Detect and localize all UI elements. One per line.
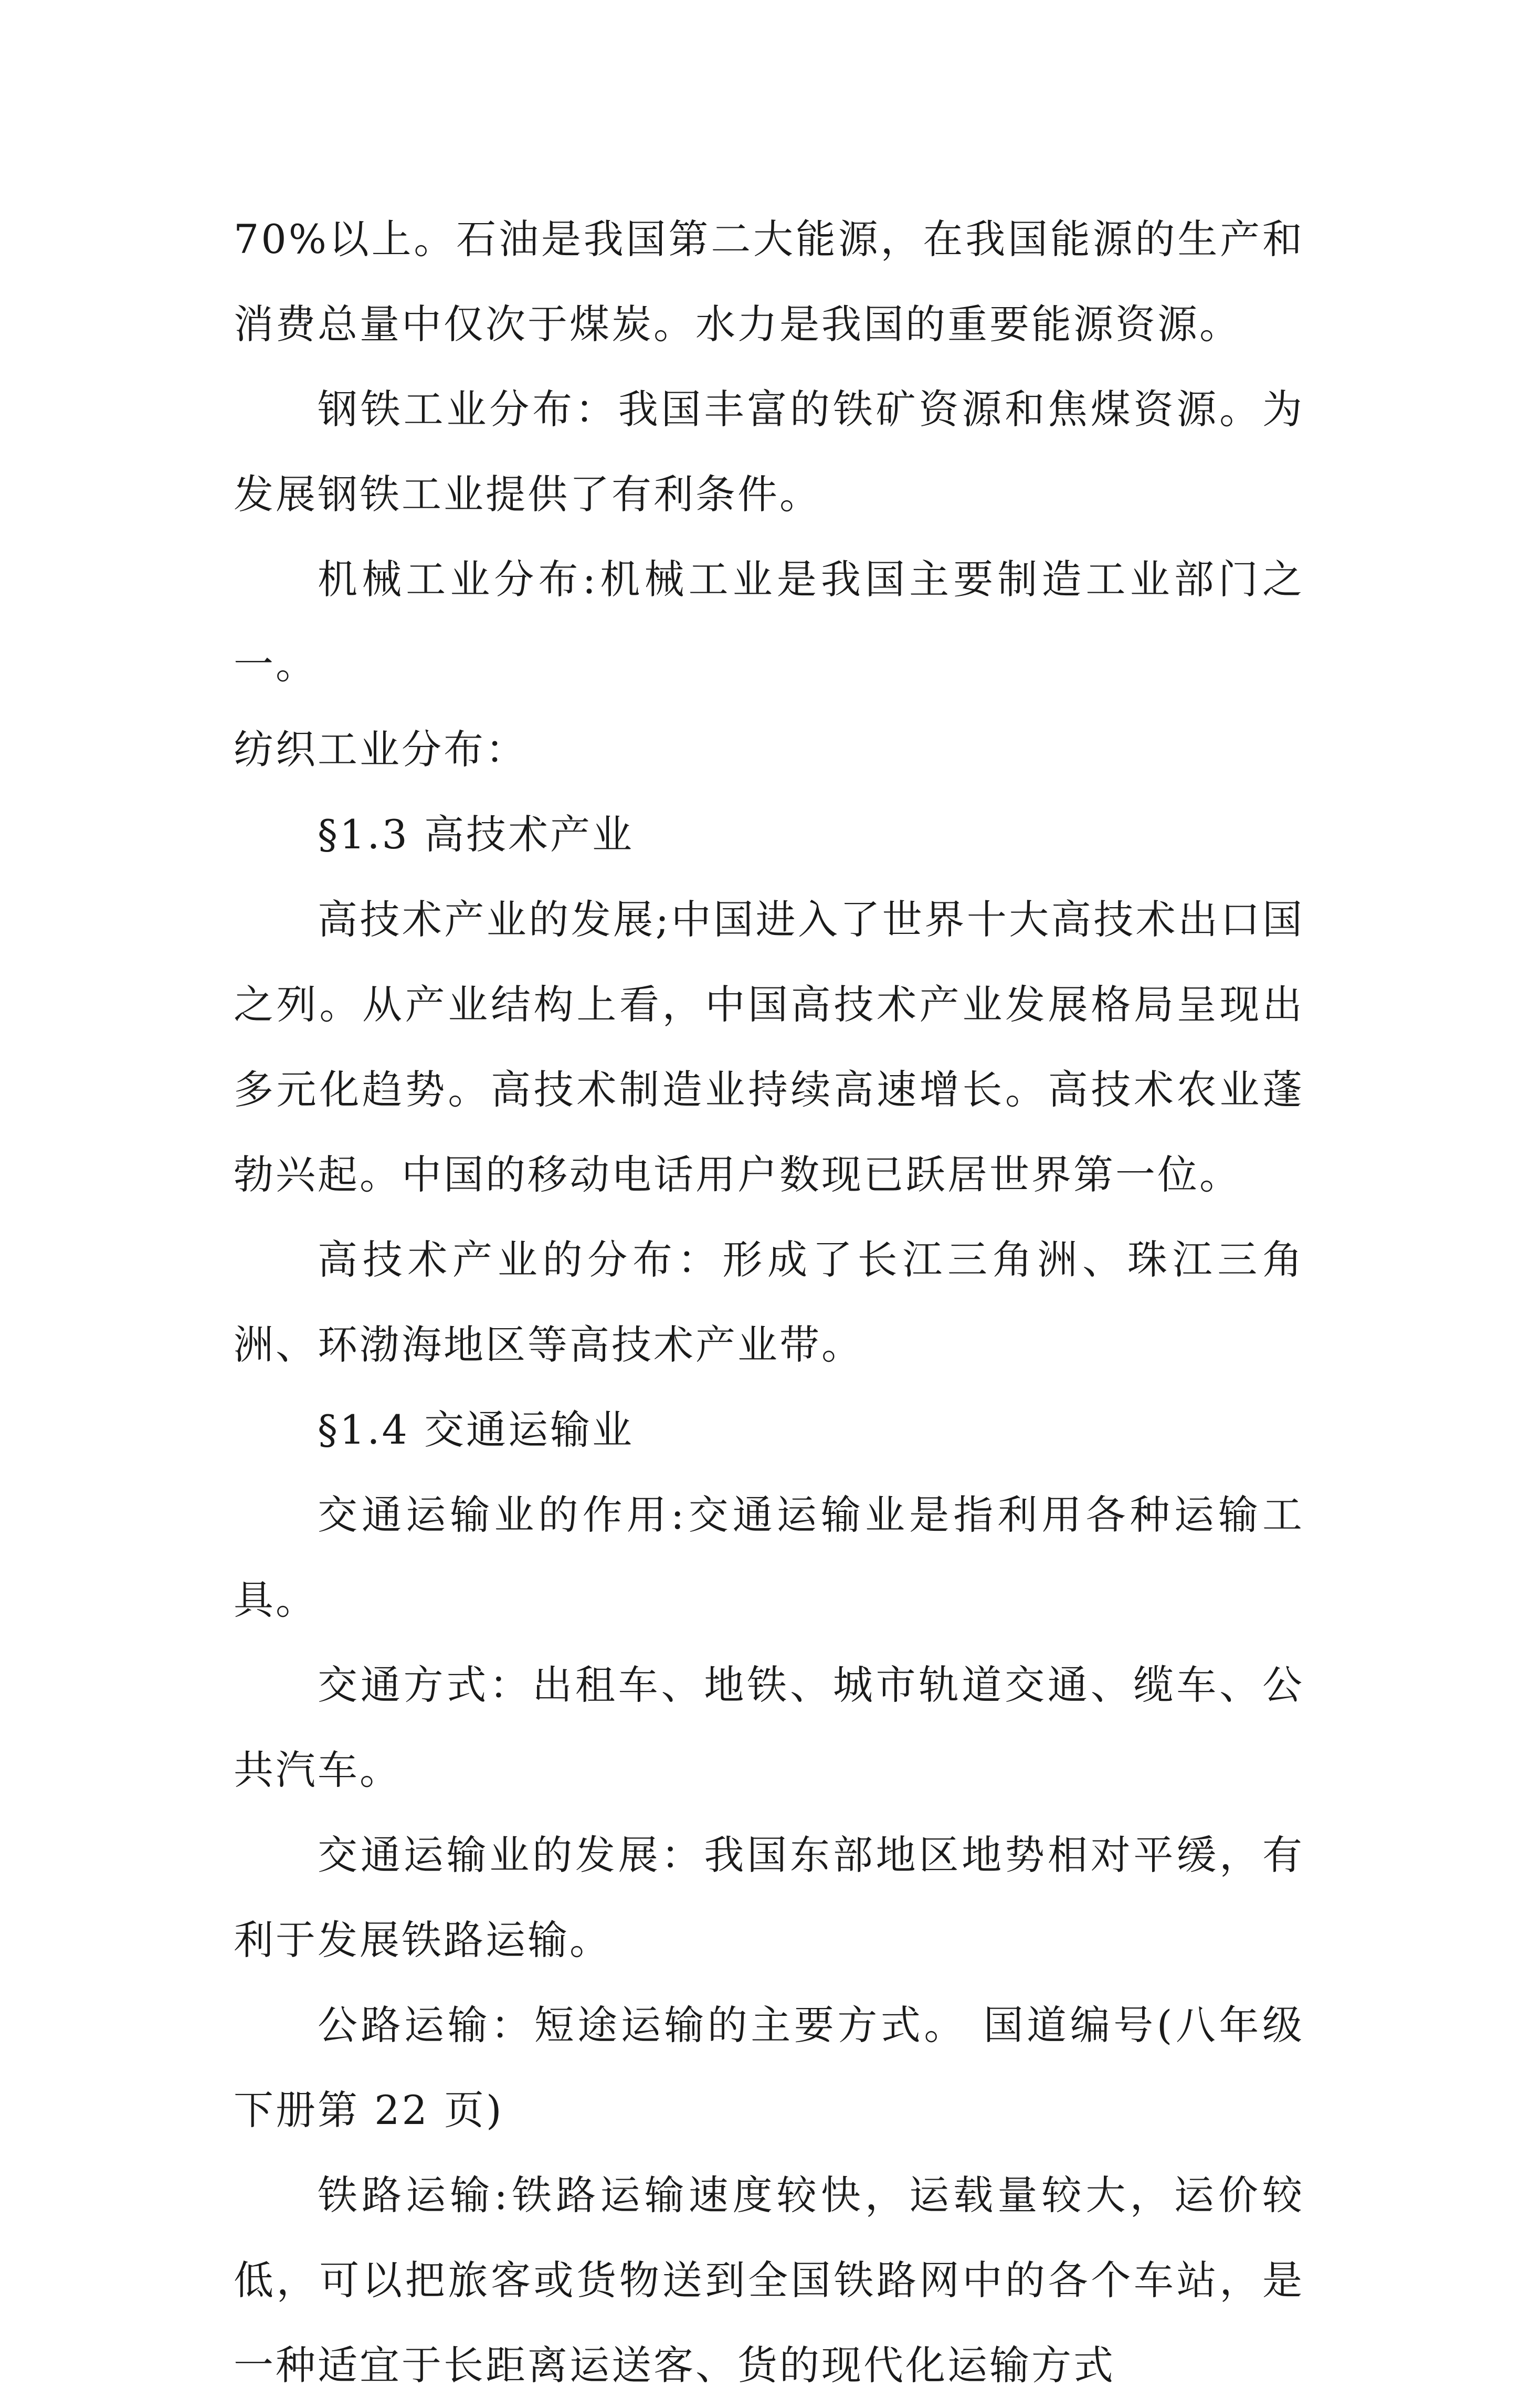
document-body — [234, 197, 1304, 2408]
paragraph-transport-role: 交通运输业的作用:交通运输业是指利用各种运输工具。 — [234, 1491, 1304, 1623]
paragraph-machinery-industry: 机械工业分布:机械工业是我国主要制造工业部门之一。 — [234, 556, 1304, 688]
paragraph-energy: 70%以上。石油是我国第二大能源，在我国能源的生产和消费总量中仅次于煤炭。水力是我国的重要能源资源。 — [234, 216, 1304, 348]
paragraph-transport-modes: 交通方式：出租车、地铁、城市轨道交通、缆车、公共汽车。 — [234, 1662, 1304, 1793]
paragraph-textile-industry: 纺织工业分布： — [234, 726, 528, 773]
paragraph-high-tech-development: 高技术产业的发展;中国进入了世界十大高技术出口国之列。从产业结构上看，中国高技术产业发展格局呈现出多元化趋势。高技术制造业持续高速增长。高技术农业蓬勃兴起。中国的移动电话用户数现已跃居世界第一位。 — [234, 896, 1304, 1198]
paragraph-transport-development: 交通运输业的发展：我国东部地区地势相对平缓，有利于发展铁路运输。 — [234, 1832, 1304, 1963]
paragraph-high-tech-distribution: 高技术产业的分布：形成了长江三角洲、珠江三角洲、环渤海地区等高技术产业带。 — [234, 1236, 1304, 1368]
section-heading-1-3: §1.3 高技术产业 — [318, 811, 635, 858]
paragraph-rail-transport: 铁路运输:铁路运输速度较快，运载量较大，运价较低，可以把旅客或货物送到全国铁路网中的各个车站，是一种适宜于长距离运送客、货的现代化运输方式 — [234, 2172, 1304, 2389]
paragraph-road-transport: 公路运输：短途运输的主要方式。 国道编号(八年级下册第 22 页) — [234, 2002, 1304, 2133]
section-heading-1-4: §1.4 交通运输业 — [318, 1406, 635, 1453]
paragraph-steel-industry: 钢铁工业分布：我国丰富的铁矿资源和焦煤资源。为发展钢铁工业提供了有利条件。 — [234, 386, 1304, 518]
